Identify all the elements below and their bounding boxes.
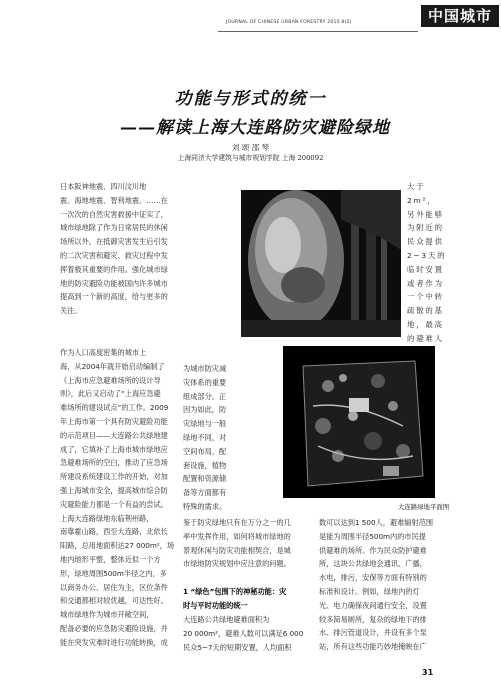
rock-illustration: [241, 190, 401, 337]
intro-right-text: 大于2m²， 另外能够 为附近的 民众提供 2~3天的 临时安置 或者作为 一个中转 疏散的基 地，最高 的避难人: [407, 182, 447, 343]
article-affiliation: 上海同济大学建筑与城市规划学院 上海 200092: [177, 154, 324, 162]
page-number: 31: [422, 668, 434, 677]
body-column-2-bottom: 鉴于防灾绿地只有在万分之一的几 率中发挥作用，如何将城市绿地的 景观休闲与防灾功能相契合，是城 市绿地防灾规划中应注意的问题。: [183, 518, 291, 569]
article-authors: 刘 颂 邵 琴: [231, 143, 270, 152]
figure-caption: 大连路绿地平面图: [398, 503, 450, 511]
body-column-2-top: 为城市防灾减 灾体系的重要 组成部分。正 因为如此，防 灾绿地与一般 绿地不同，对 空间布局、配 套设施，植物 配置和资源储 备等方面都有 特殊的需求。: [183, 364, 227, 511]
body-column-2-end: 大连路公共绿地避难面积为 20 000m²，避难人数可以满足6 000 民众5~7天的短期安置，人均面积: [183, 615, 304, 652]
header-rule: [218, 31, 418, 32]
journal-logo: 中国城市林业: [421, 5, 499, 27]
body-column-3: 数可以达到1 500人，避难辐射范围 是能为周围半径500m内的市民提 供避难的场所。作为民众防护避难 所，这块公共绿地会通讯、广播， 水电，排污，安保等方面有特别的 标准和设计。例如，绿地内的灯 光、电力确保夜间通行安全，设置 较多简易厕所，复杂的绿地下的排 水、排污管道设计，并设有多个泵 站，所有这些功能巧妙地掩映在广: [319, 518, 434, 652]
intro-left-text: 日本阪神地震、四川汶川地 震、海地地震、智利地震、……在 一次次的自然灾害救援中证实了， 城市绿地除了作为日常居民的休闲 场所以外，在抵御灾害发生后引发 的二次灾害和避灾、救灾过程中发 挥着极其重要的作用。强化城市绿 地的防灾避险功能被国内许多城市 提高到一个新的高度，给与更多的 关注。: [60, 182, 168, 316]
body-column-1: 作为人口高度密集的城市上 海，从2004年就开始启动编制了 《上海市应急避难场所的设计导 则》，此后又启动了“上海应急避 难场所的建设试点”的工作。2009 年上海市第一个具有防灾避险功能 的示范项目——大连路公共绿地建 成了，它填补了上海市城市绿地应 急避难场所的空白，推动了应急场 所建设系统建设工作的开始，对加 强上海城市安全，提高城市综合防 灾避险能力都是一个有益的尝试。 上海大连路绿地东临荆州路， 南靠霍山路，西至大连路，北依长 阳路，总用地面积达27 000m²，场 地内地形平整，整体近似一个方 形，绿地周围500m半径之内，多 以商务办公、居住为主，区位条件 和交通都相对较优越，可达性好。 城市绿地作为城市开敞空间， 配备必要的应急防灾避险设施，并 能在突发灾难时进行功能转换，成: [60, 348, 175, 647]
rock-photo: [241, 190, 401, 337]
site-plan-image: [283, 346, 435, 498]
section-heading: 1 “绿色”包围下的神秘功能：灾 时与平时功能的统一: [183, 587, 287, 610]
article-title: 功能与形式的统一: [174, 89, 327, 109]
site-plan-illustration: [283, 346, 435, 498]
article-subtitle: ——解读上海大连路防灾避险绿地: [120, 118, 390, 138]
journal-header: JOURNAL OF CHINESE URBAN FORESTRY 2010 8(2): [226, 20, 352, 25]
